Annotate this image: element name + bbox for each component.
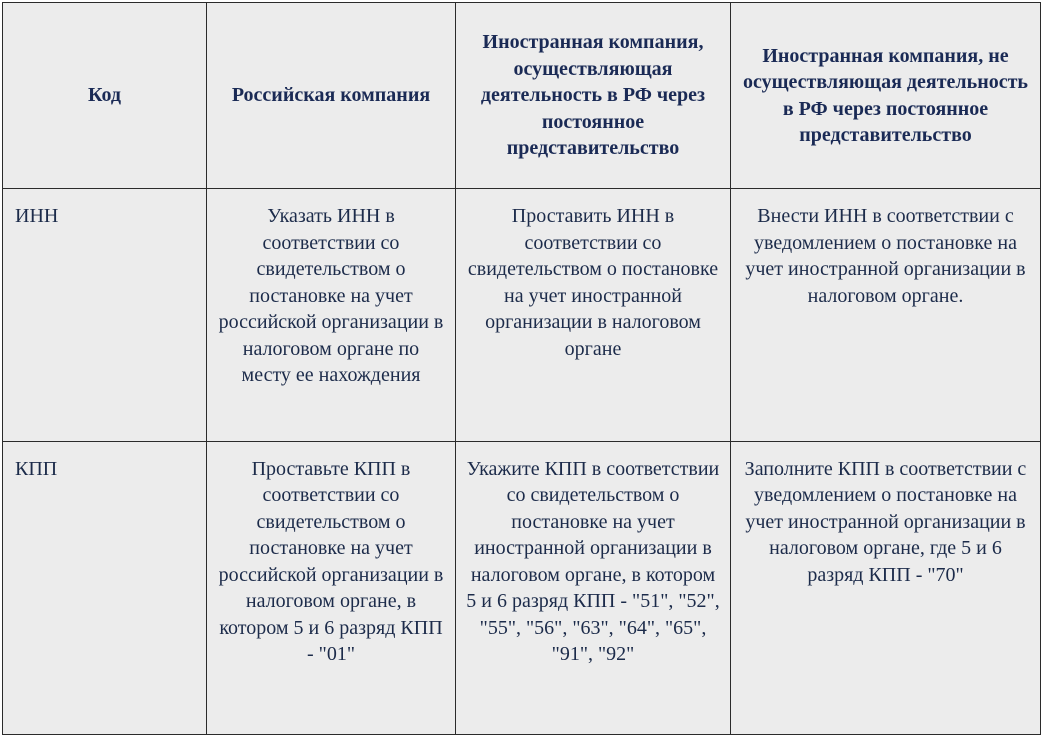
cell-kpp-russian: Проставьте КПП в соответствии со свидетельством о постановке на учет российской организации в налоговом органе, в котором 5 и 6 разряд КПП - "01" xyxy=(207,441,456,734)
code-cell-inn: ИНН xyxy=(3,189,207,442)
cell-inn-foreign-pe: Проставить ИНН в соответствии со свидетельством о постановке на учет иностранной организации в налоговом органе xyxy=(456,189,731,442)
tax-codes-table xyxy=(2,2,1041,735)
table-row-inn xyxy=(3,189,1041,442)
header-foreign-company-without-pe: Иностранная компания, не осуществляющая деятельность в РФ через постоянное представительство xyxy=(731,3,1041,189)
code-cell-kpp: КПП xyxy=(3,441,207,734)
table-header-row xyxy=(3,3,1041,189)
cell-inn-foreign-no-pe: Внести ИНН в соответствии с уведомлением о постановке на учет иностранной организации в налоговом органе. xyxy=(731,189,1041,442)
cell-kpp-foreign-no-pe: Заполните КПП в соответствии с уведомлением о постановке на учет иностранной организации в налоговом органе, где 5 и 6 разряд КПП - "70" xyxy=(731,441,1041,734)
cell-inn-russian: Указать ИНН в соответствии со свидетельством о постановке на учет российской организации в налоговом органе по месту ее нахождения xyxy=(207,189,456,442)
header-foreign-company-with-pe: Иностранная компания, осуществляющая деятельность в РФ через постоянное представительство xyxy=(456,3,731,189)
table-row-kpp xyxy=(3,441,1041,734)
header-code: Код xyxy=(3,3,207,189)
header-russian-company: Российская компания xyxy=(207,3,456,189)
cell-kpp-foreign-pe: Укажите КПП в соответствии со свидетельством о постановке на учет иностранной организации в налоговом органе, в котором 5 и 6 разряд КПП - "51", "52", "55", "56", "63", "64", "65", "91", "92" xyxy=(456,441,731,734)
